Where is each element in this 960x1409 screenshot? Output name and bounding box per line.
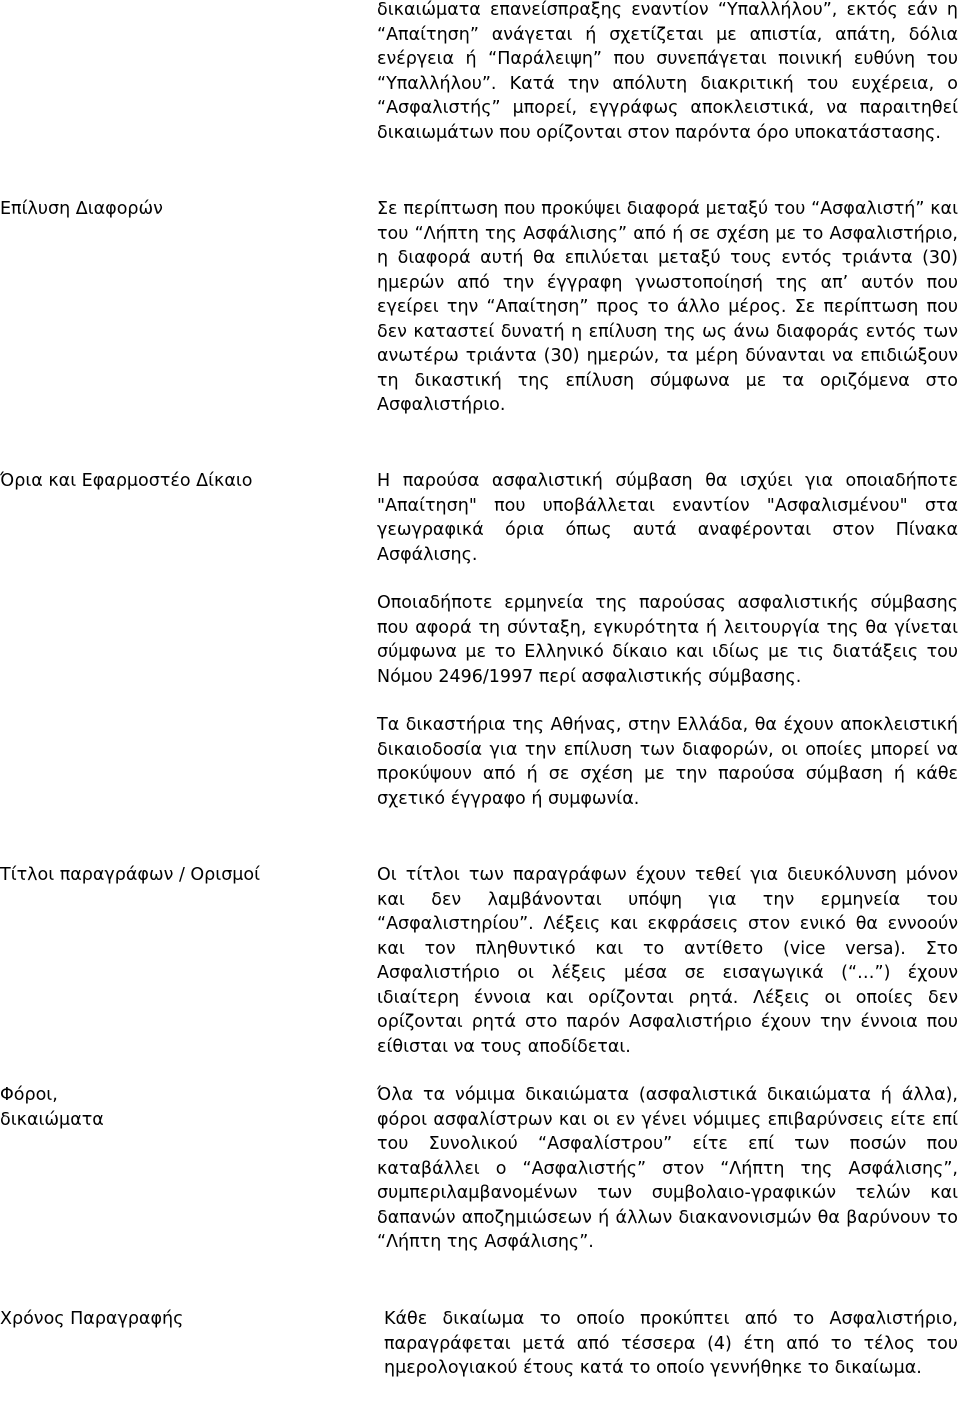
paragraph: Σε περίπτωση που προκύψει διαφορά μεταξύ του “Ασφαλιστή” και του “Λήπτη της Ασφάλισης” από ή σε σχέση με το Ασφαλιστήριο, η διαφορά αυτή θα επιλύεται μεταξύ τους εντός τριάντα (30) ημερών από την έγγραφη γνωστοποίησή της απ’ αυτόν που εγείρει την “Απαίτηση” προς το άλλο μέρος. Σε περίπτωση που δεν καταστεί δυνατή η επίλυση της ως άνω διαφοράς εντός των ανωτέρω τριάντα (30) ημερών, τα μέρη δύνανται να επιδιώξουν τη δικαστική της επίλυση σύμφωνα με τα οριζόμενα στο Ασφαλιστήριο. [377,199,958,415]
section-term: Φόροι, δικαιώματα [0,1085,104,1130]
paragraph: Όλα τα νόμιμα δικαιώματα (ασφαλιστικά δικαιώματα ή άλλα), φόροι ασφαλίστρων και οι εν γένει νόμιμες επιβαρύνσεις είτε επί του Συνολικού “Ασφαλίστρου” είτε επί των ποσών που καταβάλλει ο “Ασφαλιστής” στον “Λήπτη της Ασφάλισης”, συμπεριλαμβανομένων των συμβολαιο-γραφικών τελών και δαπανών αποζημιώσεων ή άλλων διακανονισμών θα βαρύνουν το “Λήπτη της Ασφάλισης”. [377,1085,958,1252]
section-term: Τίτλοι παραγράφων / Ορισμοί [0,865,261,885]
paragraph: Οι τίτλοι των παραγράφων έχουν τεθεί για διευκόλυνση μόνον και δεν λαμβάνονται υπόψη για την ερμηνεία του “Ασφαλιστηρίου”. Λέξεις και εκφράσεις στον ενικό θα εννοούν και τον πληθυντικό και το αντίθετο (vice versa). Στο Ασφαλιστήριο οι λέξεις μέσα σε εισαγωγικά (“…”) έχουν ιδιαίτερη έννοια και ορίζονται ρητά. Λέξεις οι οποίες δεν ορίζονται ρητά στο παρόν Ασφαλιστήριο έχουν την έννοια που είθισται να τους αποδίδεται. [377,865,958,1057]
paragraph: Τα δικαστήρια της Αθήνας, στην Ελλάδα, θα έχουν αποκλειστική δικαιοδοσία για την επίλυση των διαφορών, οι οποίες μπορεί να προκύψουν από ή σε σχέση με την παρούσα σύμβαση ή κάθε σχετικό έγγραφο ή συμφωνία. [377,715,958,809]
paragraph: Η παρούσα ασφαλιστική σύμβαση θα ισχύει για οποιαδήποτε "Απαίτηση" που υποβάλλεται εναντίον "Ασφαλισμένου" στα γεωγραφικά όρια όπως αυτά αναφέρονται στον Πίνακα Ασφάλισης. [377,471,958,565]
section-definition [377,863,958,1059]
section-definition [377,197,958,418]
section-term: Επίλυση Διαφορών [0,199,163,219]
paragraph: δικαιώματα επανείσπραξης εναντίον “Υπαλλήλου”, εκτός εάν η “Απαίτηση” ανάγεται ή σχετίζεται με απιστία, απάτη, δόλια ενέργεια ή “Παράλειψη” που συνεπάγεται ποινική ευθύνη του “Υπαλλήλου”. Κατά την απόλυτη διακριτική του ευχέρεια, ο “Ασφαλιστής” μπορεί, εγγράφως αποκλειστικά, να παραιτηθεί δικαιωμάτων που ορίζονται στον παρόντα όρο υποκατάστασης. [377,0,958,143]
section-definition [377,469,958,811]
section-term: Όρια και Εφαρμοστέο Δίκαιο [0,471,253,491]
section-definition [384,1307,958,1381]
section-definition [377,1083,958,1255]
paragraph: Οποιαδήποτε ερμηνεία της παρούσας ασφαλιστικής σύμβασης που αφορά τη σύνταξη, εγκυρότητα ή λειτουργία της θα γίνεται σύμφωνα με το Ελληνικό δίκαιο και ιδίως με τις διατάξεις του Νόμου 2496/1997 περί ασφαλιστικής σύμβασης. [377,593,958,687]
section-definition [377,0,958,145]
paragraph: Κάθε δικαίωμα το οποίο προκύπτει από το Ασφαλιστήριο, παραγράφεται μετά από τέσσερα (4) έτη από το τέλος του ημερολογιακού έτους κατά το οποίο γεννήθηκε το δικαίωμα. [384,1309,958,1378]
section-term: Χρόνος Παραγραφής [0,1309,184,1329]
